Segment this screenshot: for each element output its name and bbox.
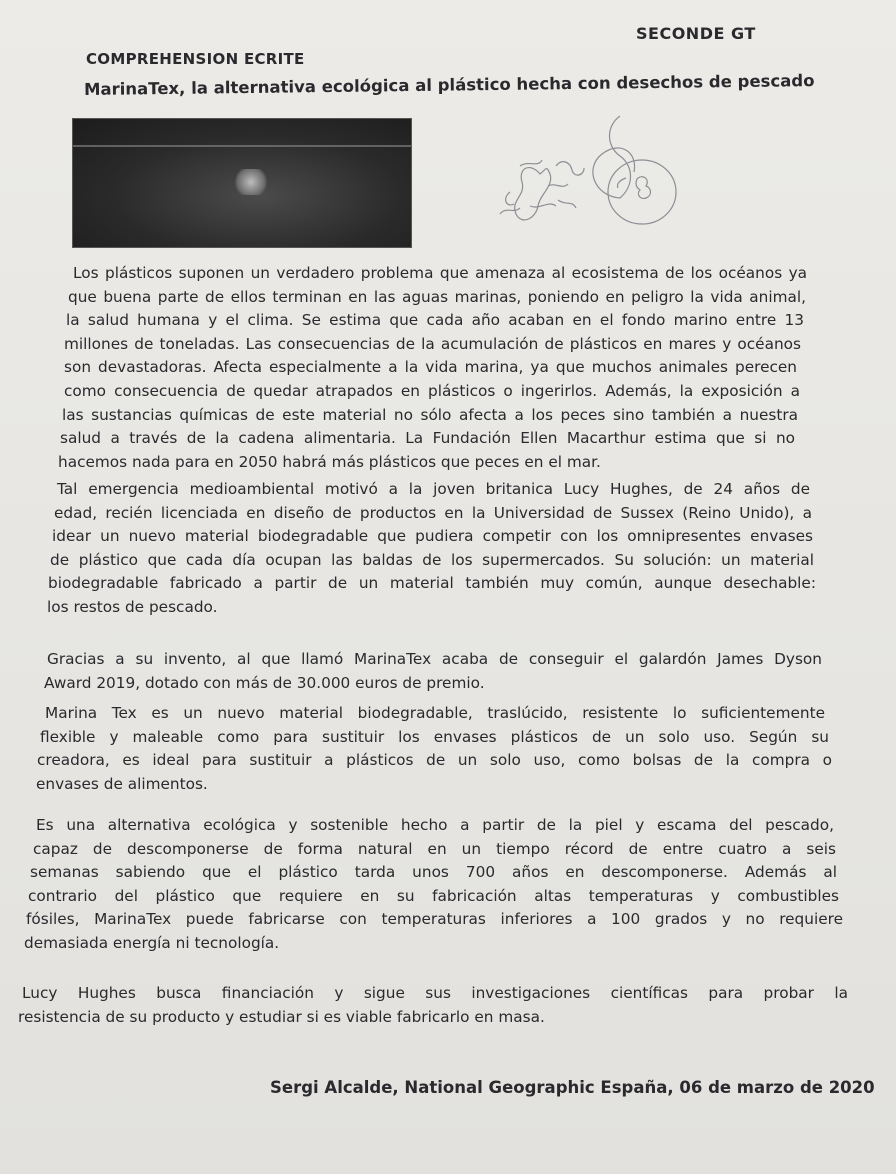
class-label: SECONDE GT <box>636 24 756 43</box>
text-line: Award 2019, dotado con más de 30.000 euros de premio. <box>44 673 485 692</box>
paragraph-1 <box>0 262 896 474</box>
article-photo <box>72 118 412 248</box>
text-line: capaz de descomponerse de forma natural en un tiempo récord de entre cuatro a seis <box>33 839 836 858</box>
paragraph-2 <box>0 478 896 620</box>
text-line: hacemos nada para en 2050 habrá más plásticos que peces en el mar. <box>58 452 601 471</box>
text-line: los restos de pescado. <box>47 597 218 616</box>
text-line: flexible y maleable como para sustituir los envases plásticos de un solo uso. Según su <box>40 727 829 746</box>
text-line: Los plásticos suponen un verdadero problema que amenaza al ecosistema de los océanos ya <box>73 264 807 282</box>
photo-highlight <box>233 169 269 195</box>
text-line: las sustancias químicas de este material no sólo afecta a los peces sino también a nuestra <box>62 405 798 424</box>
section-label: COMPREHENSION ECRITE <box>86 50 305 68</box>
text-line: contrario del plástico que requiere en su fabricación altas temperaturas y combustibles <box>28 886 839 905</box>
paragraph-4 <box>0 702 896 796</box>
text-line: biodegradable fabricado a partir de un material también muy común, aunque desechable: <box>48 574 816 593</box>
text-line: de plástico que cada día ocupan las baldas de los supermercados. Su solución: un material <box>50 550 814 569</box>
text-line: Tal emergencia medioambiental motivó a la joven britanica Lucy Hughes, de 24 años de <box>57 480 810 498</box>
text-line: demasiada energía ni tecnología. <box>24 933 280 952</box>
text-line: como consecuencia de quedar atrapados en plásticos o ingerirlos. Además, la exposición a <box>64 381 800 400</box>
text-line: millones de toneladas. Las consecuencias de la acumulación de plásticos en mares y océanos <box>64 334 801 353</box>
paragraph-3 <box>0 648 896 695</box>
text-line: que buena parte de ellos terminan en las aguas marinas, poniendo en peligro la vida animal, <box>68 287 806 306</box>
text-line: Es una alternativa ecológica y sostenible hecho a partir de la piel y escama del pescado, <box>36 816 834 834</box>
photo-band <box>73 145 411 147</box>
text-line: fósiles, MarinaTex puede fabricarse con temperaturas inferiores a 100 grados y no requiere <box>26 910 843 929</box>
article-title: MarinaTex, la alternativa ecológica al plástico hecha con desechos de pescado <box>83 71 815 99</box>
text-line: resistencia de su producto y estudiar si es viable fabricarlo en masa. <box>18 1007 545 1026</box>
text-line: envases de alimentos. <box>36 774 208 793</box>
text-line: Marina Tex es un nuevo material biodegradable, traslúcido, resistente lo suficientemente <box>45 704 825 722</box>
text-line: semanas sabiendo que el plástico tarda unos 700 años en descomponerse. Además al <box>30 863 837 882</box>
text-line: salud a través de la cadena alimentaria. La Fundación Ellen Macarthur estima que si no <box>60 429 795 448</box>
text-line: la salud humana y el clima. Se estima que cada año acaban en el fondo marino entre 13 <box>66 311 804 330</box>
paragraph-6 <box>0 982 896 1029</box>
paragraph-5 <box>0 814 896 956</box>
article-signature: Sergi Alcalde, National Geographic España, 06 de marzo de 2020 <box>270 1078 875 1097</box>
text-line: Lucy Hughes busca financiación y sigue sus investigaciones científicas para probar la <box>22 984 848 1002</box>
text-line: edad, recién licenciada en diseño de productos en la Universidad de Sussex (Reino Unido), a <box>54 503 812 522</box>
text-line: son devastadoras. Afecta especialmente a la vida marina, ya que muchos animales perecen <box>64 358 797 377</box>
text-line: creadora, es ideal para sustituir a plásticos de un solo uso, como bolsas de la compra o <box>37 751 832 770</box>
text-line: idear un nuevo material biodegradable que pudiera competir con los omnipresentes envases <box>52 527 813 546</box>
text-line: Gracias a su invento, al que llamó MarinaTex acaba de conseguir el galardón James Dyson <box>47 650 822 668</box>
pencil-doodle-icon <box>470 96 690 256</box>
